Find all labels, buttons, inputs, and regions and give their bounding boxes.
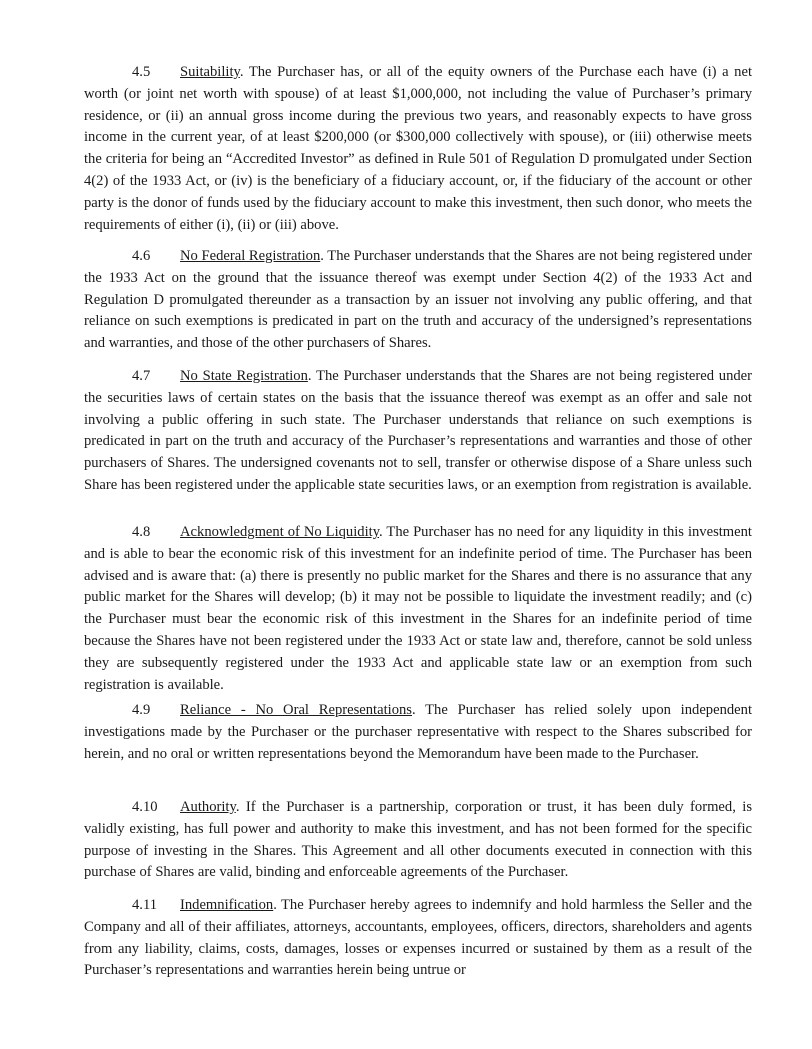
section-heading: Authority	[180, 799, 236, 815]
section-number: 4.7	[132, 368, 151, 384]
section-text: . The Purchaser hereby agrees to indemnify and hold harmless the Seller and the Company and all of their affiliates, attorneys, accountants, employees, officers, directors, shareholders and agents from any liability, claims, costs, damages, losses or expenses incurred or sustained by them as a result of the Purchaser’s representations and warranties herein being untrue or	[84, 897, 752, 979]
section-4-5	[84, 62, 752, 236]
section-text: . The Purchaser has relied solely upon independent investigations made by the Purchaser or the purchaser representative with respect to the Shares subscribed for herein, and no oral or written representations beyond the Memorandum have been made to the Purchaser.	[84, 702, 753, 762]
section-heading: No Federal Registration	[180, 248, 321, 264]
section-text: . If the Purchaser is a partnership, corporation or trust, it has been duly formed, is validly existing, has full power and authority to make this investment, and has not been formed for the specific purpose of investing in the Shares. This Agreement and all other documents executed in connection with this purchase of Shares are valid, binding and enforceable agreements of the Purchaser.	[84, 799, 752, 881]
section-text: . The Purchaser understands that the Shares are not being registered under the securities laws of certain states on the basis that the issuance thereof was exempt as an offer and sale not involving a public offering in such state. The Purchaser understands that reliance on such exemptions is predicated in part on the truth and accuracy of the Purchaser’s representations and warranties and those of other purchasers of Shares. The undersigned covenants not to sell, transfer or otherwise dispose of a Share unless such Share has been registered under the applicable state securities laws, or an exemption from registration is available.	[84, 368, 752, 493]
section-number: 4.6	[132, 248, 151, 264]
section-number: 4.11	[132, 897, 157, 913]
section-text: . The Purchaser has, or all of the equity owners of the Purchase each have (i) a net worth (or joint net worth with spouse) of at least $1,000,000, not including the value of Purchaser’s primary residence, or (ii) an annual gross income during the previous two years, and reasonably expects to have gross income in the current year, of at least $200,000 (or $300,000 collectively with spouse), or (iii) otherwise meets the criteria for being an “Accredited Investor” as defined in Rule 501 of Regulation D promulgated under Section 4(2) of the 1933 Act, or (iv) is the beneficiary of a fiduciary account, or, if the fiduciary of the account or other party is the donor of funds used by the fiduciary account to make this investment, then such donor, who meets the requirements of either (i), (ii) or (iii) above.	[84, 64, 752, 233]
section-text: . The Purchaser has no need for any liquidity in this investment and is able to bear the economic risk of this investment for an indefinite period of time. The Purchaser has been advised and is aware that: (a) there is presently no public market for the Shares and there is no assurance that any public market for the Shares will develop; (b) it may not be possible to liquidate the investment readily; and (c) the Purchaser must bear the economic risk of this investment in the Shares for an indefinite period of time because the Shares have not been registered under the 1933 Act or state law and, therefore, cannot be sold unless they are subsequently registered under the 1933 Act and applicable state law or an exemption from such registration is available.	[84, 524, 752, 693]
section-4-9	[84, 700, 752, 765]
section-4-10	[84, 797, 752, 884]
section-heading: Reliance - No Oral Representations	[180, 702, 412, 718]
section-heading: No State Registration	[180, 368, 308, 384]
section-4-7	[84, 366, 752, 497]
section-number: 4.8	[132, 524, 151, 540]
section-4-11	[84, 895, 752, 982]
section-number: 4.10	[132, 799, 158, 815]
section-number: 4.5	[132, 64, 151, 80]
section-heading: Suitability	[180, 64, 240, 80]
section-heading: Indemnification	[180, 897, 274, 913]
section-heading: Acknowledgment of No Liquidity	[180, 524, 380, 540]
section-number: 4.9	[132, 702, 151, 718]
section-4-6	[84, 246, 752, 355]
section-text: . The Purchaser understands that the Shares are not being registered under the 1933 Act on the ground that the issuance thereof was exempt under Section 4(2) of the 1933 Act and Regulation D promulgated thereunder as a transaction by an issuer not involving any public offering, and that reliance on such exemptions is predicated in part on the truth and accuracy of the undersigned’s representations and warranties, and those of the other purchasers of Shares.	[84, 248, 753, 352]
section-4-8	[84, 522, 752, 696]
